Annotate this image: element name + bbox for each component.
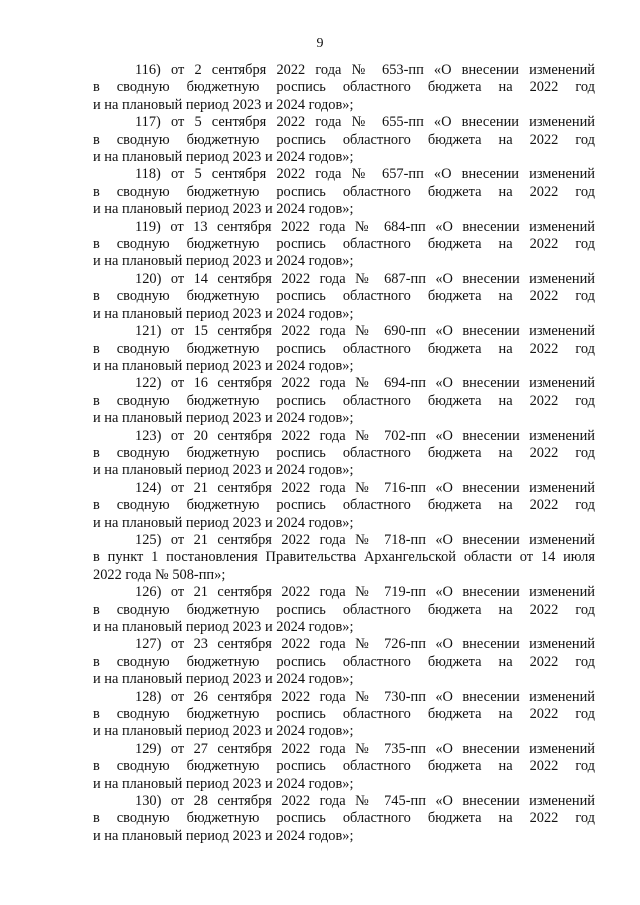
list-item	[93, 793, 595, 845]
list-item	[93, 689, 595, 741]
item-line-3: и на плановый период 2023 и 2024 годов»;	[93, 671, 354, 688]
item-line-1: 129) от 27 сентября 2022 года № 735-пп «О внесении изменений	[135, 740, 595, 757]
item-line-2: в сводную бюджетную роспись областного бюджета на 2022 год	[93, 810, 595, 827]
list-item	[93, 741, 595, 793]
item-line-2: в сводную бюджетную роспись областного бюджета на 2022 год	[93, 497, 595, 514]
item-line-1: 123) от 20 сентября 2022 года № 702-пп «О внесении изменений	[135, 427, 595, 444]
item-line-2: в сводную бюджетную роспись областного бюджета на 2022 год	[93, 288, 595, 305]
item-line-2: в сводную бюджетную роспись областного бюджета на 2022 год	[93, 340, 595, 357]
list-item	[93, 375, 595, 427]
item-line-3: и на плановый период 2023 и 2024 годов»;	[93, 723, 354, 740]
item-line-1: 120) от 14 сентября 2022 года № 687-пп «О внесении изменений	[135, 270, 595, 287]
list-item	[93, 532, 595, 584]
item-line-1: 116) от 2 сентября 2022 года № 653-пп «О внесении изменений	[135, 62, 595, 78]
page-number: 9	[316, 36, 324, 51]
item-line-1: 118) от 5 сентября 2022 года № 657-пп «О внесении изменений	[135, 166, 595, 183]
item-line-2: в сводную бюджетную роспись областного бюджета на 2022 год	[93, 706, 595, 723]
list-item	[93, 62, 595, 114]
item-line-1: 125) от 21 сентября 2022 года № 718-пп «О внесении изменений	[135, 531, 595, 548]
item-line-1: 124) от 21 сентября 2022 года № 716-пп «О внесении изменений	[135, 479, 595, 496]
item-line-1: 117) от 5 сентября 2022 года № 655-пп «О внесении изменений	[135, 114, 595, 131]
item-line-3: и на плановый период 2023 и 2024 годов»;	[93, 357, 354, 374]
item-line-2: в сводную бюджетную роспись областного бюджета на 2022 год	[93, 183, 595, 200]
item-line-3: 2022 года № 508-пп»;	[93, 566, 226, 583]
item-line-2: в сводную бюджетную роспись областного бюджета на 2022 год	[93, 392, 595, 409]
item-line-3: и на плановый период 2023 и 2024 годов»;	[93, 462, 354, 479]
item-line-3: и на плановый период 2023 и 2024 годов»;	[93, 149, 354, 166]
item-line-3: и на плановый период 2023 и 2024 годов»;	[93, 96, 354, 113]
list-item	[93, 114, 595, 166]
item-line-3: и на плановый период 2023 и 2024 годов»;	[93, 514, 354, 531]
list-item	[93, 480, 595, 532]
item-line-2: в сводную бюджетную роспись областного бюджета на 2022 год	[93, 758, 595, 775]
item-line-2: в сводную бюджетную роспись областного бюджета на 2022 год	[93, 601, 595, 618]
item-line-3: и на плановый период 2023 и 2024 годов»;	[93, 827, 354, 844]
list-item	[93, 166, 595, 218]
item-line-1: 122) от 16 сентября 2022 года № 694-пп «О внесении изменений	[135, 375, 595, 392]
list-item	[93, 271, 595, 323]
list-item	[93, 323, 595, 375]
item-line-1: 119) от 13 сентября 2022 года № 684-пп «О внесении изменений	[135, 218, 595, 235]
list-item	[93, 636, 595, 688]
item-line-2: в сводную бюджетную роспись областного бюджета на 2022 год	[93, 79, 595, 96]
item-line-1: 121) от 15 сентября 2022 года № 690-пп «О внесении изменений	[135, 323, 595, 340]
item-line-2: в сводную бюджетную роспись областного бюджета на 2022 год	[93, 444, 595, 461]
list-item	[93, 428, 595, 480]
item-line-3: и на плановый период 2023 и 2024 годов»;	[93, 201, 354, 218]
item-line-3: и на плановый период 2023 и 2024 годов»;	[93, 305, 354, 322]
item-line-3: и на плановый период 2023 и 2024 годов»;	[93, 619, 354, 635]
item-line-2: в пункт 1 постановления Правительства Архангельской области от 14 июля	[93, 549, 595, 566]
item-line-2: в сводную бюджетную роспись областного бюджета на 2022 год	[93, 653, 595, 670]
item-line-1: 130) от 28 сентября 2022 года № 745-пп «О внесении изменений	[135, 793, 595, 810]
decree-list	[93, 62, 595, 845]
item-line-2: в сводную бюджетную роспись областного бюджета на 2022 год	[93, 131, 595, 148]
item-line-3: и на плановый период 2023 и 2024 годов»;	[93, 775, 354, 792]
item-line-1: 127) от 23 сентября 2022 года № 726-пп «О внесении изменений	[135, 636, 595, 653]
list-item	[93, 219, 595, 271]
item-line-3: и на плановый период 2023 и 2024 годов»;	[93, 253, 354, 270]
item-line-3: и на плановый период 2023 и 2024 годов»;	[93, 410, 354, 427]
item-line-2: в сводную бюджетную роспись областного бюджета на 2022 год	[93, 236, 595, 253]
list-item	[93, 584, 595, 636]
item-line-1: 128) от 26 сентября 2022 года № 730-пп «О внесении изменений	[135, 688, 595, 705]
item-line-1: 126) от 21 сентября 2022 года № 719-пп «О внесении изменений	[135, 584, 595, 601]
